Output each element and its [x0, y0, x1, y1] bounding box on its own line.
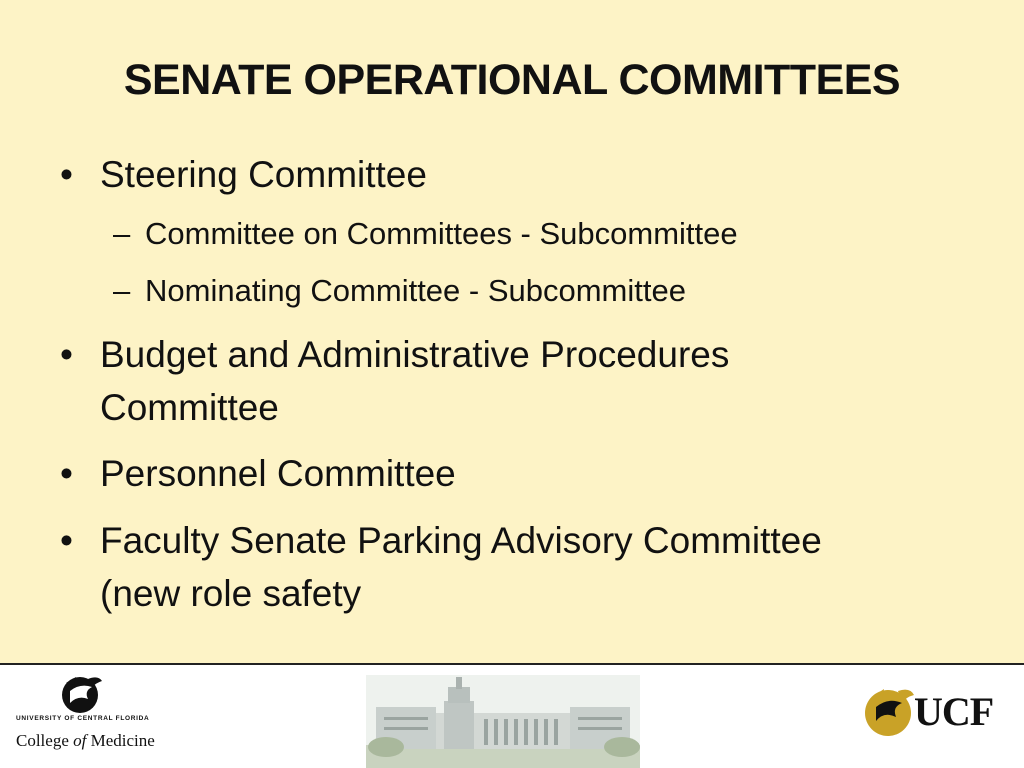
pegasus-icon: [58, 673, 106, 715]
bullet-text-line: (new role safety: [100, 573, 362, 614]
building-photo: [366, 675, 640, 768]
bullet-item: [60, 447, 960, 500]
bullet-item: [60, 328, 960, 434]
sub-bullet-item: [113, 271, 965, 311]
bullet-item: [60, 514, 960, 620]
slide-title: SENATE OPERATIONAL COMMITTEES: [123, 56, 901, 104]
bullet-item: [60, 148, 960, 201]
sub-bullet-dash: –: [113, 273, 131, 308]
sub-bullet-dash: –: [113, 216, 131, 251]
bullet-dot: •: [60, 334, 73, 375]
sub-bullet-text: Nominating Committee - Subcommittee: [145, 273, 686, 308]
footer: [0, 665, 1024, 768]
bullet-text: Steering Committee: [100, 154, 427, 195]
bullet-text-line: Budget and Administrative Procedures: [100, 334, 730, 375]
college-name: College of Medicine: [16, 731, 155, 750]
bullet-text-line: Committee: [100, 387, 279, 428]
ucf-logo: [862, 683, 1012, 747]
university-name: UNIVERSITY OF CENTRAL FLORIDA: [16, 715, 150, 722]
pegasus-gold-icon: [862, 683, 918, 741]
bullet-dot: •: [60, 520, 73, 561]
sub-bullet-text: Committee on Committees - Subcommittee: [145, 216, 738, 251]
bullet-text-line: Faculty Senate Parking Advisory Committee: [100, 520, 822, 561]
bullet-dot: •: [60, 154, 73, 195]
college-of-medicine-logo: [14, 673, 164, 765]
sub-bullet-item: [113, 214, 965, 254]
bullet-text: Personnel Committee: [100, 453, 456, 494]
bullet-dot: •: [60, 453, 73, 494]
ucf-wordmark: UCF: [914, 689, 994, 734]
